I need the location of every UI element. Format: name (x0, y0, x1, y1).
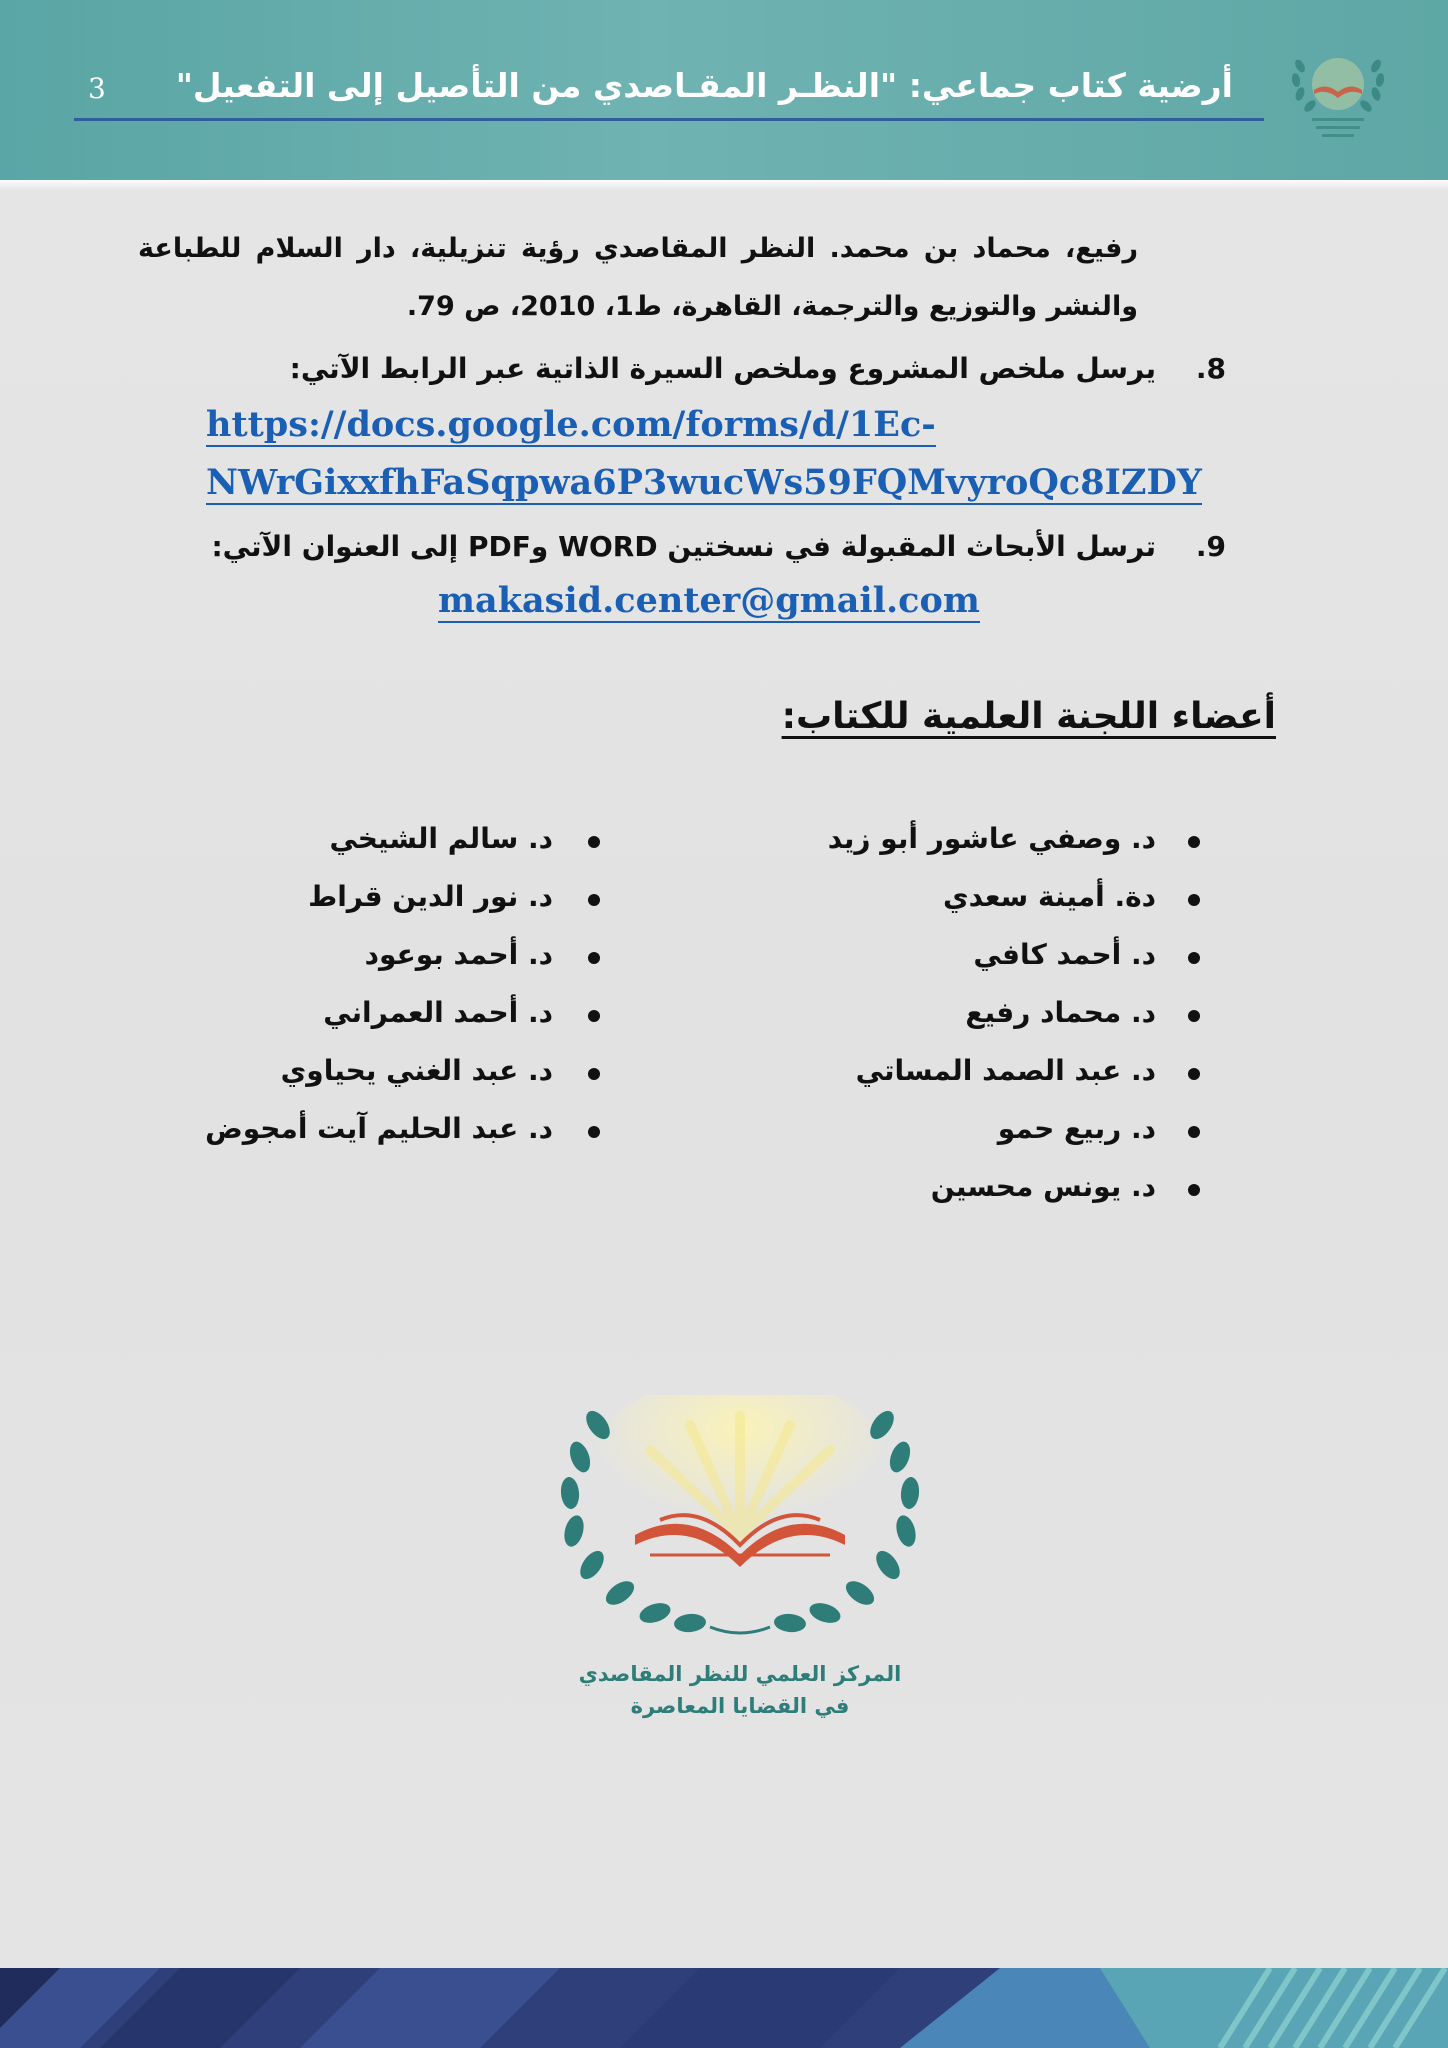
bullet (588, 894, 600, 906)
reference-line-1: رفيع، محماد بن محمد. النظر المقاصدي رؤية تنزيلية، دار السلام للطباعة (138, 233, 1138, 264)
committee-member: د. عبد الغني يحياوي (280, 1054, 553, 1087)
bullet (1188, 1184, 1200, 1196)
list-number: 9. (1195, 530, 1226, 563)
reference-paragraph (138, 220, 1138, 336)
committee-member: د. سالم الشيخي (329, 822, 553, 855)
committee-title: أعضاء اللجنة العلمية للكتاب: (781, 696, 1276, 737)
committee-member: د. أحمد بوعود (364, 938, 553, 971)
form-link-line-1[interactable]: https://docs.google.com/forms/d/1Ec- (206, 404, 936, 445)
committee-member: د. يونس محسين (930, 1170, 1156, 1203)
bullet (588, 1010, 600, 1022)
bullet (1188, 836, 1200, 848)
book-laurel-icon (540, 1395, 940, 1655)
committee-member: د. ربيع حمو (997, 1112, 1156, 1145)
bullet (588, 1068, 600, 1080)
logo-caption-line-2: في القضايا المعاصرة (630, 1694, 850, 1718)
committee-member: دة. أمينة سعدي (943, 880, 1156, 913)
committee-member: د. عبد الحليم آيت أمجوض (205, 1112, 553, 1145)
committee-member: د. أحمد كافي (973, 938, 1156, 971)
header-shadow (0, 180, 1448, 190)
bullet (1188, 1010, 1200, 1022)
page-number: 3 (88, 72, 106, 105)
bullet (1188, 1126, 1200, 1138)
footer-band (0, 1968, 1448, 2048)
header-rule (74, 118, 1264, 121)
committee-member: د. أحمد العمراني (323, 996, 553, 1029)
bullet (588, 952, 600, 964)
center-emblem-icon (1278, 44, 1398, 144)
committee-member: د. محماد رفيع (965, 996, 1156, 1029)
list-item-text: يرسل ملخص المشروع وملخص السيرة الذاتية عبر الرابط الآتي: (289, 352, 1156, 385)
list-number: 8. (1195, 352, 1226, 385)
list-item-text: ترسل الأبحاث المقبولة في نسختين WORD وPDF إلى العنوان الآتي: (211, 530, 1156, 563)
bullet (1188, 894, 1200, 906)
running-title: أرضية كتاب جماعي: "النظـر المقـاصدي من التأصيل إلى التفعيل" (175, 66, 1233, 105)
committee-member: د. نور الدين قراط (308, 880, 553, 913)
reference-line-2: والنشر والتوزيع والترجمة، القاهرة، ط1، 2010، ص 79. (406, 291, 1138, 322)
bullet (588, 836, 600, 848)
logo-caption-line-1: المركز العلمي للنظر المقاصدي (578, 1662, 902, 1686)
list-item-9 (211, 530, 1226, 563)
bullet (1188, 952, 1200, 964)
committee-member: د. عبد الصمد المساتي (855, 1054, 1156, 1087)
bullet (588, 1126, 600, 1138)
committee-member: د. وصفي عاشور أبو زيد (827, 822, 1156, 855)
email-link[interactable]: makasid.center@gmail.com (438, 580, 980, 621)
list-item-8 (290, 352, 1226, 385)
form-link-line-2[interactable]: NWrGixxfhFaSqpwa6P3wucWs59FQMvyroQc8IZDY (206, 462, 1202, 503)
bullet (1188, 1068, 1200, 1080)
